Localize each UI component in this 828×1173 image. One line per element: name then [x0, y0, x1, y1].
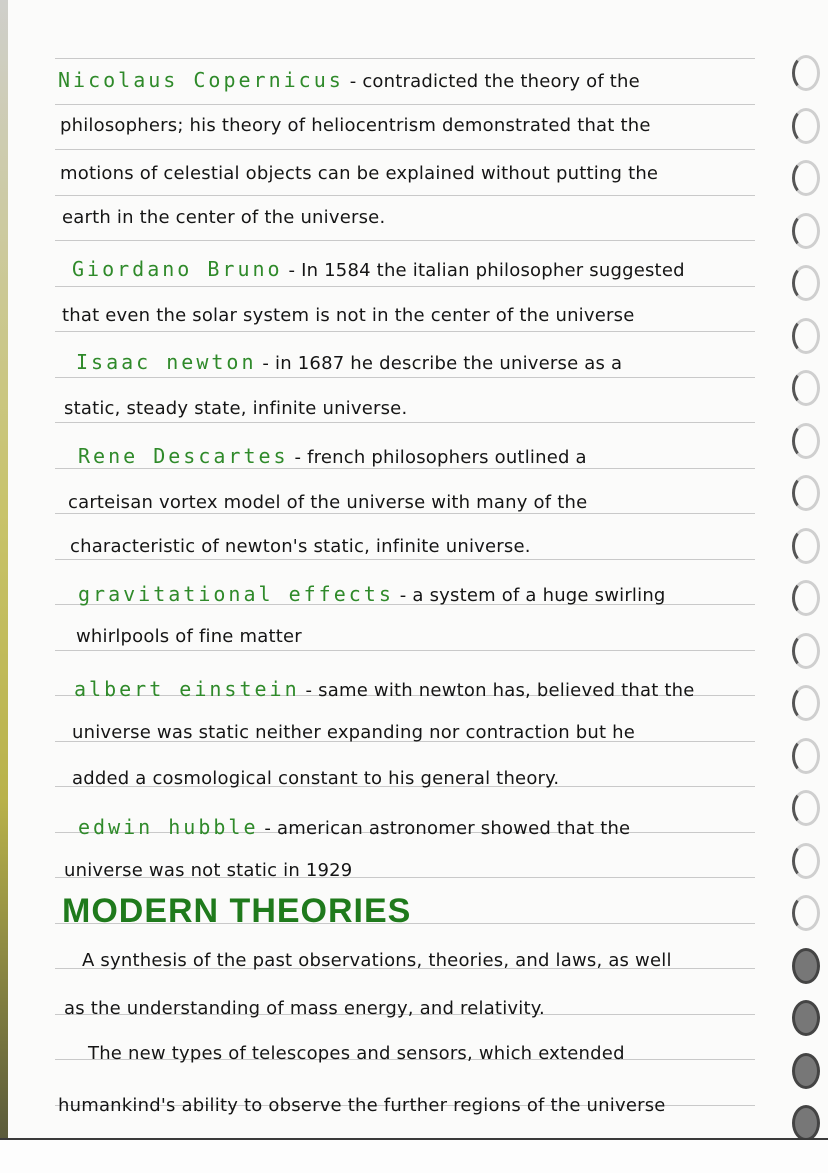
- paragraph-line: The new types of telescopes and sensors, which extended: [88, 1043, 625, 1064]
- spiral-ring: [792, 738, 820, 774]
- spiral-ring: [792, 895, 820, 931]
- spiral-ring: [792, 475, 820, 511]
- spiral-ring: [792, 580, 820, 616]
- text-line: motions of celestial objects can be explained without putting the: [60, 163, 659, 184]
- spiral-ring: [792, 1000, 820, 1036]
- spiral-ring: [792, 1105, 820, 1141]
- spiral-ring: [792, 370, 820, 406]
- entry-text: - a system of a huge swirling: [399, 585, 666, 606]
- entry-newton: [76, 350, 622, 374]
- spiral-ring: [792, 948, 820, 984]
- spiral-ring: [792, 528, 820, 564]
- page-bottom-edge: [0, 1138, 828, 1173]
- entry-name: Nicolaus Copernicus: [58, 68, 344, 92]
- ruled-line: [55, 149, 755, 150]
- text-line: whirlpools of fine matter: [76, 626, 302, 647]
- spiral-ring: [792, 633, 820, 669]
- entry-name: Isaac newton: [76, 350, 257, 374]
- text-line: universe was static neither expanding nor contraction but he: [72, 722, 636, 743]
- entry-name: Rene Descartes: [78, 444, 289, 468]
- ruled-line: [55, 331, 755, 332]
- text-line: added a cosmological constant to his general theory.: [72, 768, 560, 789]
- entry-name: Giordano Bruno: [72, 257, 283, 281]
- entry-name: gravitational effects: [78, 582, 394, 606]
- text-line: earth in the center of the universe.: [62, 207, 386, 228]
- entry-text: - contradicted the theory of the: [349, 71, 640, 92]
- ruled-line: [55, 422, 755, 423]
- text-line: carteisan vortex model of the universe with many of the: [68, 492, 588, 513]
- entry-text: - in 1687 he describe the universe as a: [262, 353, 623, 374]
- entry-einstein: [74, 677, 695, 701]
- ruled-line: [55, 559, 755, 560]
- spiral-ring: [792, 213, 820, 249]
- spiral-ring: [792, 423, 820, 459]
- entry-descartes: [78, 444, 587, 468]
- entry-name: edwin hubble: [78, 815, 259, 839]
- entry-bruno: [72, 257, 685, 281]
- spiral-ring: [792, 160, 820, 196]
- spiral-ring: [792, 55, 820, 91]
- text-line: philosophers; his theory of heliocentrism demonstrated that the: [60, 115, 651, 136]
- section-heading: MODERN THEORIES: [62, 892, 412, 930]
- spiral-ring: [792, 685, 820, 721]
- ruled-line: [55, 104, 755, 105]
- ruled-line: [55, 286, 755, 287]
- paragraph-line: as the understanding of mass energy, and relativity.: [64, 998, 545, 1019]
- spiral-ring: [792, 1053, 820, 1089]
- ruled-line: [55, 58, 755, 59]
- entry-gravitational: [78, 582, 666, 606]
- ruled-line: [55, 377, 755, 378]
- entry-text: - In 1584 the italian philosopher suggested: [288, 260, 685, 281]
- text-line: universe was not static in 1929: [64, 860, 353, 881]
- entry-text: - same with newton has, believed that the: [305, 680, 695, 701]
- text-line: that even the solar system is not in the center of the universe: [62, 305, 635, 326]
- spiral-ring: [792, 265, 820, 301]
- text-line: static, steady state, infinite universe.: [64, 398, 408, 419]
- entry-text: - american astronomer showed that the: [264, 818, 631, 839]
- entry-hubble: [78, 815, 630, 839]
- ruled-line: [55, 468, 755, 469]
- spiral-ring: [792, 790, 820, 826]
- paragraph-line: humankind's ability to observe the further regions of the universe: [58, 1095, 666, 1116]
- ruled-line: [55, 513, 755, 514]
- paragraph-line: A synthesis of the past observations, theories, and laws, as well: [82, 950, 672, 971]
- spiral-ring: [792, 318, 820, 354]
- spiral-ring: [792, 843, 820, 879]
- ruled-line: [55, 240, 755, 241]
- spiral-ring: [792, 108, 820, 144]
- text-line: characteristic of newton's static, infinite universe.: [70, 536, 531, 557]
- ruled-line: [55, 195, 755, 196]
- entry-text: - french philosophers outlined a: [294, 447, 587, 468]
- entry-name: albert einstein: [74, 677, 300, 701]
- entry-copernicus: [58, 68, 640, 92]
- ruled-line: [55, 650, 755, 651]
